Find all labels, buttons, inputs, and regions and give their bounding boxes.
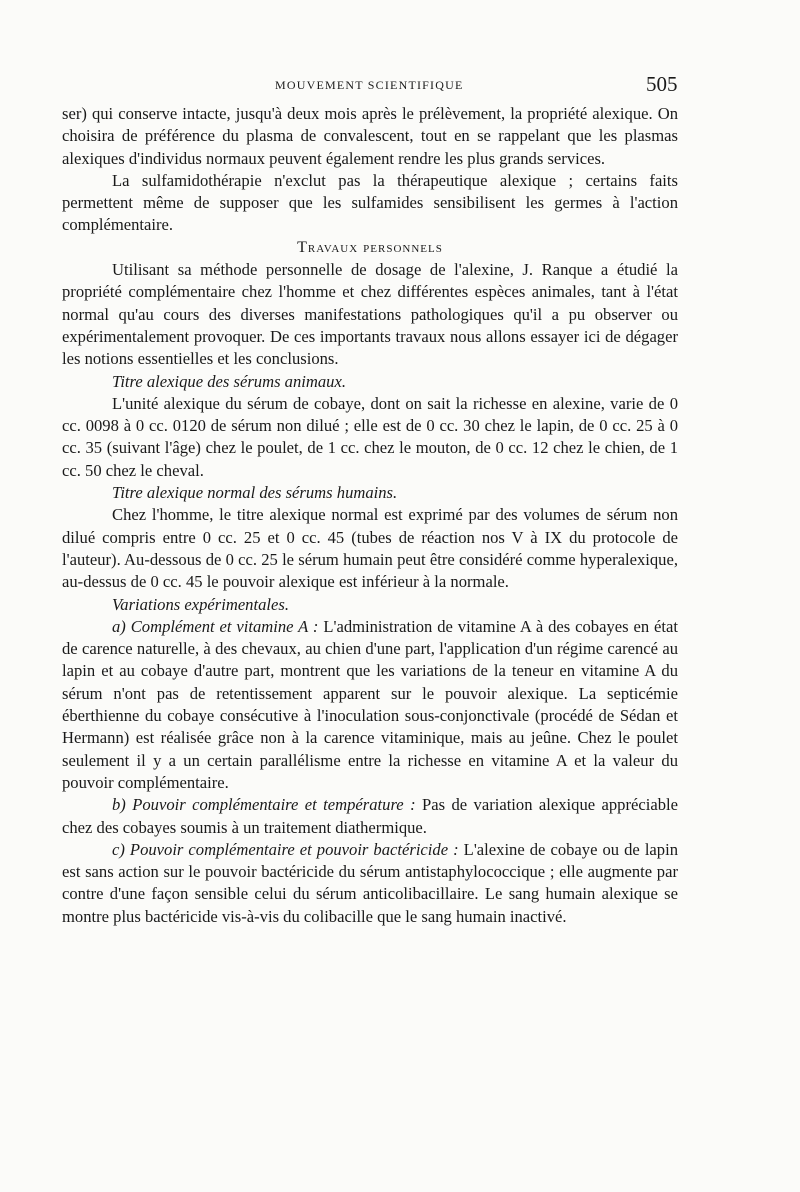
subheading-variations: Variations expérimentales.: [112, 594, 289, 614]
paragraph-travaux: Utilisant sa méthode personnelle de dosage de l'alexine, J. Ranque a étudié la propriété complémentaire chez l'homme et chez différentes espèces animales, tant à l'état normal qu'au cours des diverses manifestations pathologiques qu'il a pu observer ou expérimentalement provoquer. De ces importants travaux nous allons essayer ici de dégager les notions essentielles et les conclusions.: [62, 260, 678, 369]
paragraph-bactericide: [62, 839, 678, 928]
paragraph-continuation: ser) qui conserve intacte, jusqu'à deux mois après le prélèvement, la propriété alexique. On choisira de préférence du plasma de convalescent, tout en se rappelant que les plasmas alexiques d'individus normaux peuvent également rendre les plus grands services.: [62, 104, 678, 168]
lead-bactericide: c) Pouvoir complémentaire et pouvoir bactéricide :: [112, 839, 459, 859]
section-title: Travaux personnels: [297, 238, 443, 256]
paragraph-unite-alexique: L'unité alexique du sérum de cobaye, dont on sait la richesse en alexine, varie de 0 cc. 0098 à 0 cc. 0120 de sérum non dilué ; elle est de 0 cc. 30 chez le lapin, de 0 cc. 25 à 0 cc. 35 (suivant l'âge) chez le poulet, de 1 cc. chez le mouton, de 0 cc. 12 chez le chien, de 1 cc. 50 chez le cheval.: [62, 393, 678, 480]
page-number: 505: [646, 72, 678, 96]
paragraph-sulfamidotherapie: La sulfamidothérapie n'exclut pas la thérapeutique alexique ; certains faits permettent même de supposer que les sulfamides sensibilisent les germes à l'action complémentaire.: [62, 170, 678, 235]
running-head: MOUVEMENT SCIENTIFIQUE: [275, 78, 464, 92]
page-header: [0, 70, 800, 100]
paragraph-vitamine: [62, 616, 678, 794]
text-bactericide: L'alexine de cobaye ou de lapin est sans action sur le pouvoir bactéricide du sérum antistaphylococcique ; elle augmente par contre d'une façon sensible celui du sérum anticolibacillaire. Le sang humain alexique se montre plus bactéricide vis-à-vis du colibacille que le sang humain inactivé.: [62, 839, 678, 926]
paragraph-temperature: [62, 794, 678, 839]
text-vitamine: L'administration de vitamine A à des cobayes en état de carence naturelle, à des chevaux, au chien d'une part, l'application d'un régime carencé au lapin et au cobaye d'autre part, montrent que les variations de la teneur en vitamine A du sérum n'ont pas de retentissement apparent sur le pouvoir alexique. La septicémie éberthienne du cobaye consécutive à l'inoculation sous-conjonctivale (procédé de Sédan et Hermann) est réalisée grâce non à la carence vitaminique, mais au jeûne. Chez le poulet seulement il y a un certain parallélisme entre la richesse en vitamine A et la valeur du pouvoir complémentaire.: [62, 616, 678, 792]
subheading-titre-animaux: Titre alexique des sérums animaux.: [112, 371, 346, 391]
paragraph-titre-humain: Chez l'homme, le titre alexique normal est exprimé par des volumes de sérum non dilué compris entre 0 cc. 25 et 0 cc. 45 (tubes de réaction nos V à IX du protocole de l'auteur). Au-dessous de 0 cc. 25 le sérum humain peut être considéré comme hyperalexique, au-dessus de 0 cc. 45 le pouvoir alexique est inférieur à la normale.: [62, 505, 678, 592]
body-text: [62, 103, 678, 928]
lead-temperature: b) Pouvoir complémentaire et température :: [112, 795, 416, 815]
lead-vitamine: a) Complément et vitamine A :: [112, 616, 319, 636]
text-temperature: Pas de variation alexique appréciable chez des cobayes soumis à un traitement diathermique.: [62, 795, 678, 837]
subheading-titre-humains: Titre alexique normal des sérums humains.: [112, 483, 398, 503]
